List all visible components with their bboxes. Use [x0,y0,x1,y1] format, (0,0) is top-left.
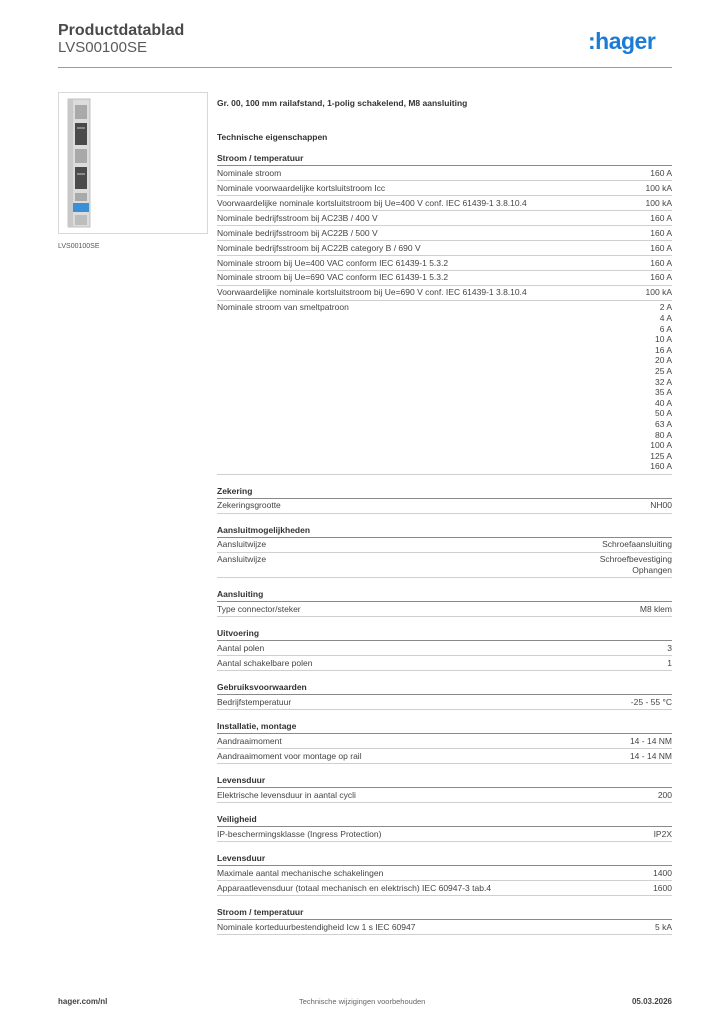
spec-value-line: 25 A [654,366,672,377]
spec-value [631,697,672,708]
spec-section [217,681,672,710]
spec-value [650,168,672,179]
footer-date: 05.03.2026 [631,997,672,1006]
spec-value [653,883,672,894]
section-title: Stroom / temperatuur [217,152,672,166]
spec-row [217,181,672,196]
spec-value-line: 40 A [654,397,672,408]
spec-value-line: 6 A [659,323,672,334]
spec-value [630,751,672,762]
spec-value [655,922,672,933]
spec-value [646,198,672,209]
footer-disclaimer: Technische wijzigingen voorbehouden [299,997,426,1006]
spec-section [217,588,672,617]
spec-value [650,228,672,239]
spec-value-line: Ophangen [632,564,672,575]
spec-value [658,790,672,801]
product-description: Gr. 00, 100 mm railafstand, 1-polig schakelend, M8 aansluiting [217,98,468,108]
spec-row [217,211,672,226]
section-title: Gebruiksvoorwaarden [217,681,672,695]
spec-value [640,604,672,615]
spec-value-line: 125 A [650,450,672,461]
spec-value-line: 4 A [659,313,672,324]
spec-value [630,736,672,747]
spec-value-line: IP2X [653,828,672,839]
spec-label: Nominale stroom bij Ue=400 VAC conform IEC 61439-1 5.3.2 [217,257,449,268]
spec-section [217,720,672,764]
spec-row [217,256,672,271]
spec-value [650,243,672,254]
spec-value-line: 63 A [654,418,672,429]
spec-value [650,258,672,269]
product-caption: LVS00100SE [58,243,100,250]
spec-label: Maximale aantal mechanische schakelingen [217,867,384,878]
spec-row [217,301,672,475]
spec-value-line: 160 A [650,212,672,223]
spec-label: Zekeringsgrootte [217,500,281,511]
spec-value-line: 100 kA [645,287,672,298]
spec-value-line: 80 A [654,429,672,440]
spec-value-line: Schroefaansluiting [602,539,672,550]
spec-value-line: 35 A [654,387,672,398]
section-title: Aansluitmogelijkheden [217,524,672,538]
spec-label: Aansluitwijze [217,539,267,550]
spec-row [217,499,672,514]
spec-label: Nominale stroom van smeltpatroon [217,302,349,313]
spec-value-line: 5 kA [654,921,672,932]
section-title: Levensduur [217,852,672,866]
spec-value-line: 1600 [653,882,672,893]
spec-row [217,538,672,553]
technical-heading: Technische eigenschappen [217,132,328,142]
spec-value-line: 2 A [659,302,672,313]
spec-section [217,627,672,671]
spec-label: Type connector/steker [217,603,301,614]
spec-section [217,485,672,514]
fuse-switch-disconnector-photo-icon [59,93,207,233]
section-title: Stroom / temperatuur [217,906,672,920]
spec-section [217,906,672,935]
spec-section [217,852,672,896]
spec-row [217,827,672,842]
spec-label: Nominale voorwaardelijke kortsluitstroom Icc [217,182,386,193]
spec-row [217,553,672,579]
spec-content [217,96,672,935]
spec-value [600,554,672,575]
spec-value-line: Schroefbevestiging [599,554,672,565]
spec-value [650,500,672,511]
spec-label: Elektrische levensduur in aantal cycli [217,789,356,800]
spec-label: Bedrijfstemperatuur [217,696,292,707]
spec-label: IP-beschermingsklasse (Ingress Protection) [217,828,382,839]
spec-row [217,641,672,656]
spec-value-line: 16 A [654,344,672,355]
spec-value-line: 160 A [650,272,672,283]
spec-value-line: 160 A [650,257,672,268]
spec-value-line: 3 [667,642,672,653]
spec-value-line: NH00 [650,500,672,511]
spec-value [667,643,672,654]
footer-website: hager.com/nl [58,997,108,1006]
spec-row [217,241,672,256]
spec-value-line: 1 [667,657,672,668]
spec-value-line: 200 [657,789,672,800]
spec-value [650,272,672,283]
spec-label: Nominale bedrijfsstroom bij AC22B / 500 V [217,227,378,238]
spec-value-line: 50 A [654,408,672,419]
header-divider [58,67,672,68]
section-title: Zekering [217,485,672,499]
spec-label: Aantal schakelbare polen [217,657,313,668]
hager-logo: :hager [588,28,656,54]
spec-row [217,920,672,935]
spec-label: Nominale bedrijfsstroom bij AC23B / 400 V [217,212,378,223]
spec-sections [217,152,672,935]
spec-value [646,183,672,194]
spec-row [217,881,672,896]
spec-value-line: 100 A [650,440,672,451]
spec-value-line: M8 klem [639,603,672,614]
spec-row [217,196,672,211]
spec-label: Nominale korteduurbestendigheid Icw 1 s IEC 60947 [217,921,416,932]
spec-label: Nominale bedrijfsstroom bij AC22B category B / 690 V [217,242,421,253]
spec-label: Nominale stroom bij Ue=690 VAC conform IEC 61439-1 5.3.2 [217,272,449,283]
spec-value [654,829,672,840]
spec-row [217,866,672,881]
spec-section [217,813,672,842]
spec-label: Nominale stroom [217,167,282,178]
spec-row [217,271,672,286]
spec-section [217,774,672,803]
product-image [58,92,208,234]
spec-section [217,524,672,579]
spec-row [217,602,672,617]
spec-value-line: 100 kA [645,182,672,193]
spec-row [217,286,672,301]
spec-section [217,152,672,475]
page-title: Productdatablad [58,22,185,39]
section-title: Levensduur [217,774,672,788]
spec-row [217,656,672,671]
spec-row [217,695,672,710]
product-code: LVS00100SE [58,39,147,56]
spec-label: Aansluitwijze [217,554,267,565]
spec-label: Aandraaimoment [217,735,282,746]
spec-label: Voorwaardelijke nominale kortsluitstroom bij Ue=400 V conf. IEC 61439-1 3.8.10.4 [217,197,527,208]
spec-value [650,302,672,472]
spec-value-line: 160 A [650,242,672,253]
spec-value-line: 160 A [650,461,672,472]
spec-label: Aandraaimoment voor montage op rail [217,750,362,761]
spec-value-line: 14 - 14 NM [629,750,672,761]
spec-row [217,734,672,749]
spec-row [217,166,672,181]
spec-value-line: 10 A [654,334,672,345]
spec-row [217,226,672,241]
spec-value [650,213,672,224]
section-title: Installatie, montage [217,720,672,734]
section-title: Veiligheid [217,813,672,827]
spec-value-line: 100 kA [645,197,672,208]
spec-value-line: 14 - 14 NM [629,735,672,746]
spec-value-line: 20 A [654,355,672,366]
spec-label: Aantal polen [217,642,265,653]
spec-value [667,658,672,669]
spec-value [602,539,672,550]
spec-row [217,788,672,803]
spec-value [653,868,672,879]
spec-value-line: 1400 [653,867,672,878]
spec-value-line: 160 A [650,227,672,238]
spec-value-line: -25 - 55 °C [630,696,672,707]
spec-label: Voorwaardelijke nominale kortsluitstroom bij Ue=690 V conf. IEC 61439-1 3.8.10.4 [217,287,527,298]
section-title: Aansluiting [217,588,672,602]
spec-value-line: 32 A [654,376,672,387]
spec-value-line: 160 A [650,167,672,178]
spec-row [217,749,672,764]
spec-label: Apparaatlevensduur (totaal mechanisch en elektrisch) IEC 60947-3 tab.4 [217,882,492,893]
section-title: Uitvoering [217,627,672,641]
spec-value [646,287,672,298]
